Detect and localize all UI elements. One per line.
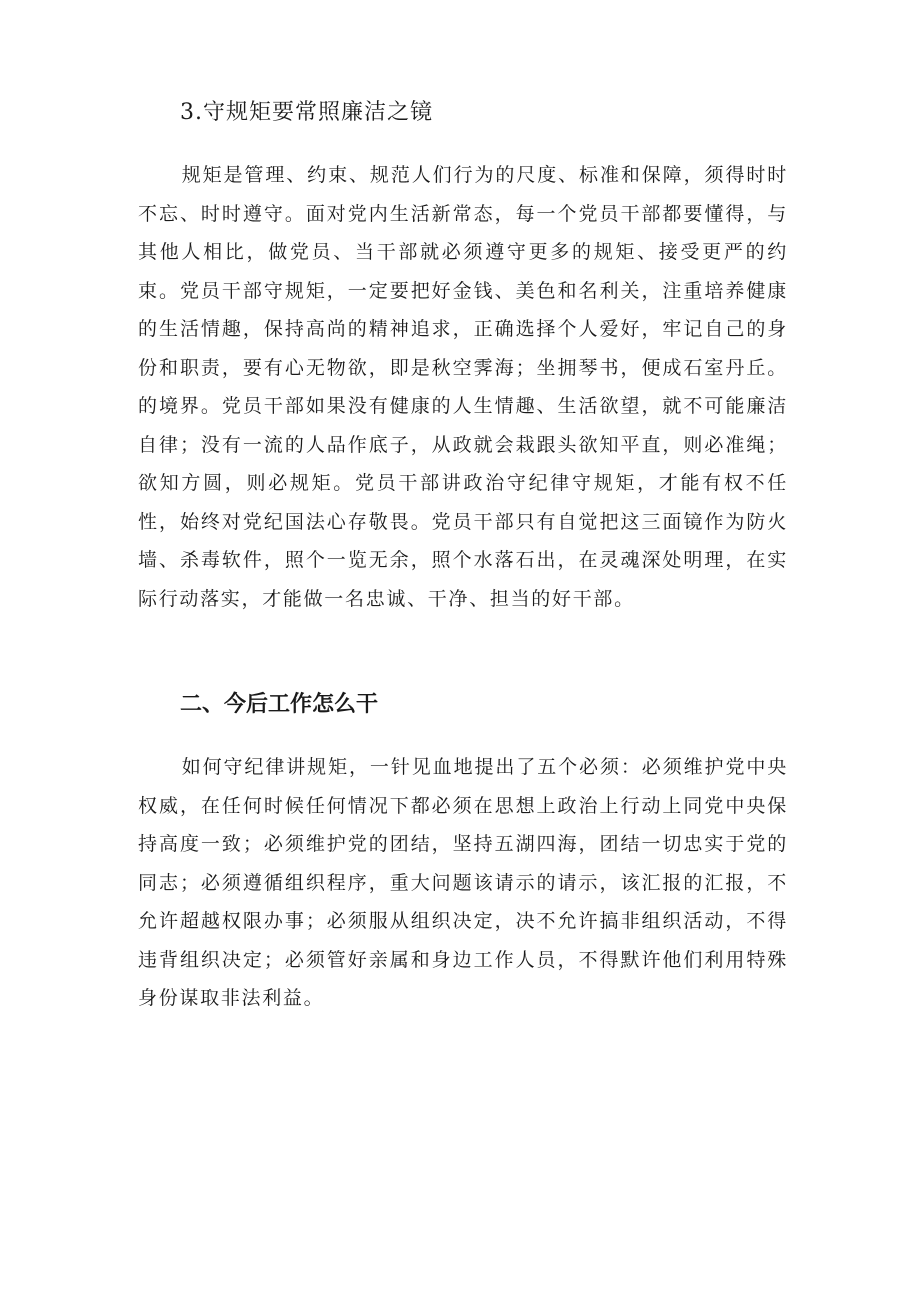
section-2-paragraph: 如何守纪律讲规矩，一针见血地提出了五个必须：必须维护党中央权威，在任何时候任何情况下都必须在思想上政治上行动上同党中央保持高度一致；必须维护党的团结，坚持五湖四海，团结一切忠实于党的同志；必须遵循组织程序，重大问题该请示的请示，该汇报的汇报，不允许超越权限办事；必须服从组织决定，决不允许搞非组织活动，不得违背组织决定；必须管好亲属和身边工作人员，不得默许他们利用特殊身份谋取非法利益。	[138, 756, 788, 1009]
section-3-paragraph: 规矩是管理、约束、规范人们行为的尺度、标准和保障，须得时时不忘、时时遵守。面对党内生活新常态，每一个党员干部都要懂得，与其他人相比，做党员、当干部就必须遵守更多的规矩、接受更严的约束。党员干部守规矩，一定要把好金钱、美色和名利关，注重培养健康的生活情趣，保持高尚的精神追求，正确选择个人爱好，牢记自己的身份和职责，要有心无物欲，即是秋空霁海；坐拥琴书，便成石室丹丘。的境界。党员干部如果没有健康的人生情趣、生活欲望，就不可能廉洁自律；没有一流的人品作底子，从政就会栽跟头欲知平直，则必准绳；欲知方圆，则必规矩。党员干部讲政治守纪律守规矩，才能有权不任性，始终对党纪国法心存敬畏。党员干部只有自觉把这三面镜作为防火墙、杀毒软件，照个一览无余，照个水落石出，在灵魂深处明理，在实际行动落实，才能做一名忠诚、干净、担当的好干部。	[138, 164, 788, 610]
section-2-heading: 二、今后工作怎么干	[180, 692, 379, 717]
section-3-heading: 3.守规矩要常照廉洁之镜	[180, 100, 433, 125]
